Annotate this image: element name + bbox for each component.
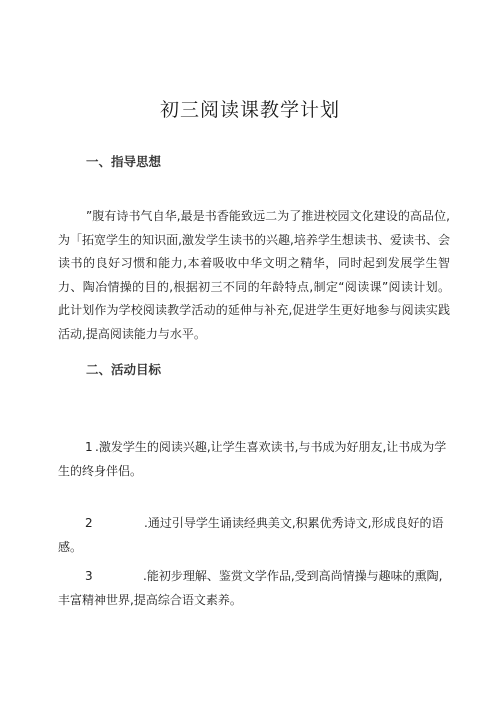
goal-item-2 bbox=[58, 512, 450, 559]
goal-item-number: 1 bbox=[85, 440, 93, 454]
goal-item-text: .激发学生的阅读兴趣,让学生喜欢读书,与书成为好朋友,让书成为学生的终身伴侣。 bbox=[58, 440, 447, 478]
goal-item-number: 2 bbox=[85, 516, 93, 530]
goal-item-3 bbox=[58, 565, 450, 612]
section-heading-activity-goals: 二、活动目标 bbox=[86, 362, 162, 377]
guiding-thought-paragraph: ”腹有诗书气自华,最是书香能致远二为了推进校园文化建设的高品位,为「拓宽学生的知识面,激发学生读书的兴趣,培养学生想读书、爱读书、会读书的良好习惯和能力,本着吸收中华文明之精华，同时起到发展学生智力、陶冶情操的目的,根据初三不同的年龄特点,制定“阅读课”阅读计划。此计划作为学校阅读教学活动的延伸与补充,促进学生更好地参与阅读实践活动,提高阅读能力与水平。 bbox=[58, 209, 450, 341]
goal-item-1 bbox=[58, 436, 450, 483]
goal-item-text: .能初步理解、鉴赏文学作品,受到高尚情操与趣味的熏陶,丰富精神世界,提高综合语文素养。 bbox=[58, 569, 443, 607]
section-heading-guiding-thought: 一、指导思想 bbox=[86, 154, 162, 169]
goal-item-text: .通过引导学生诵读经典美文,积累优秀诗文,形成良好的语感。 bbox=[58, 516, 444, 554]
goal-item-number: 3 bbox=[85, 569, 93, 583]
page-title: 初三阅读课教学计划 bbox=[159, 99, 340, 121]
